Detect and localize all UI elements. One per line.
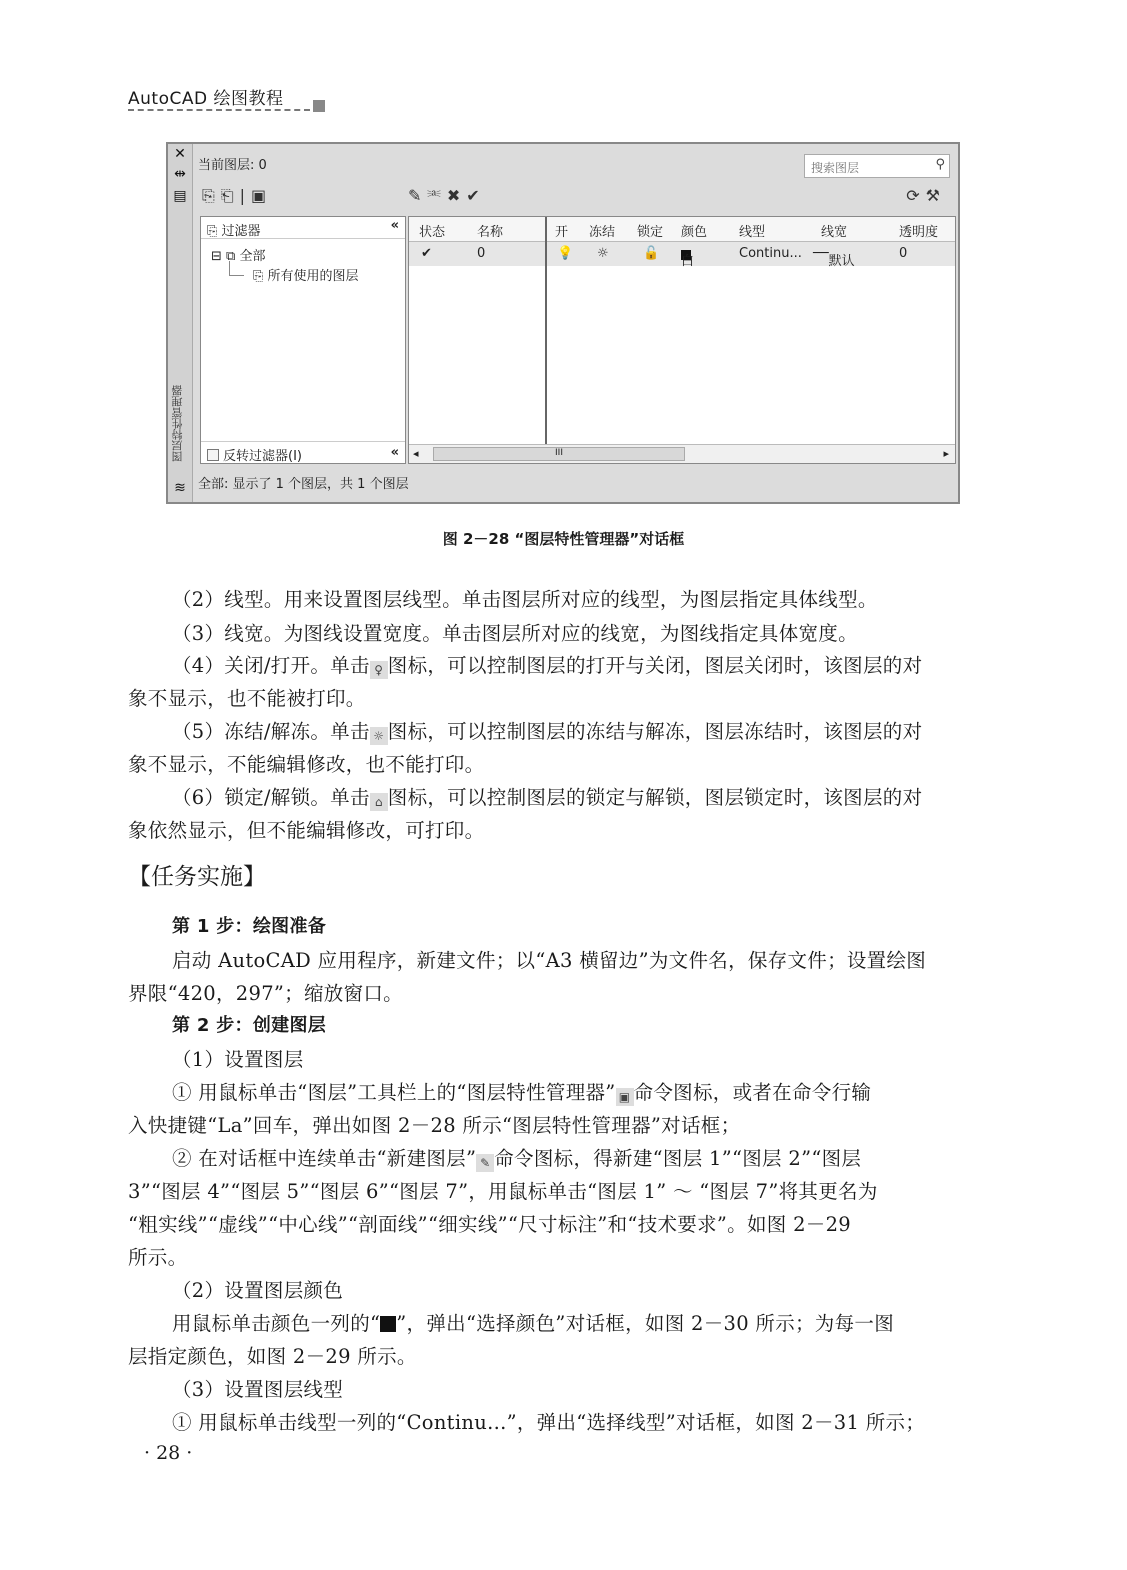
p6-part1: （6）锁定/解锁。单击 bbox=[172, 786, 370, 809]
set-layers-item1-cont: 入快捷键“La”回车，弹出如图 2－28 所示“图层特性管理器”对话框； bbox=[128, 1114, 741, 1137]
properties-icon[interactable]: ▤ bbox=[173, 188, 187, 204]
step2-title: 第 2 步：创建图层 bbox=[172, 1015, 327, 1036]
p5-part1: （5）冻结/解冻。单击 bbox=[172, 720, 370, 743]
set-layers-item1 bbox=[172, 1077, 871, 1106]
new-layer-icon[interactable]: ✎ bbox=[408, 186, 428, 205]
layer-list-header bbox=[409, 217, 955, 242]
search-layers-input[interactable] bbox=[804, 154, 950, 178]
set-color-text bbox=[172, 1308, 894, 1336]
layer-name[interactable]: 0 bbox=[477, 246, 486, 261]
unlock-icon[interactable]: 🔓 bbox=[643, 246, 660, 261]
paragraph-lock-cont: 象依然显示，但不能编辑修改，可打印。 bbox=[128, 819, 485, 842]
set-layers-item2-cont1: 3”“图层 4”“图层 5”“图层 6”“图层 7”，用鼠标单击“图层 1” ～ “图层 7”将其更名为 bbox=[128, 1180, 878, 1203]
scroll-left-icon[interactable]: ◂ bbox=[413, 447, 419, 460]
bulb-icon[interactable]: 💡 bbox=[557, 246, 574, 261]
layer-toolbar bbox=[408, 186, 486, 206]
linetype-cell[interactable]: Continu... bbox=[739, 246, 802, 261]
new-layer-vp-frozen-icon[interactable]: ⎃ bbox=[427, 186, 447, 205]
settings-wrench-icon[interactable]: ⚒ bbox=[925, 186, 946, 205]
tree-connector bbox=[229, 261, 244, 276]
filter-icon: ⎘ bbox=[207, 224, 222, 239]
filter-header bbox=[201, 217, 405, 239]
col-status[interactable]: 状态 bbox=[419, 225, 446, 240]
new-property-filter-icon[interactable]: ⎘ bbox=[202, 186, 221, 205]
lineweight-value: 默认 bbox=[828, 254, 855, 269]
paragraph-lock bbox=[172, 782, 922, 811]
invert-filter-checkbox[interactable] bbox=[207, 449, 219, 461]
paragraph-on-off bbox=[172, 650, 922, 679]
s2a-part2: 命令图标，或者在命令行输 bbox=[633, 1081, 872, 1104]
paragraph-freeze-cont: 象不显示，不能编辑修改，也不能打印。 bbox=[128, 753, 485, 776]
col-freeze[interactable]: 冻结 bbox=[589, 225, 616, 240]
collapse-chevron-icon[interactable]: « bbox=[390, 218, 399, 233]
col-name[interactable]: 名称 bbox=[477, 225, 504, 240]
page-number: · 28 · bbox=[144, 1442, 193, 1464]
close-icon[interactable]: ✕ bbox=[174, 146, 186, 162]
delete-layer-icon[interactable]: ✖ bbox=[446, 186, 467, 205]
p6-part2: 图标，可以控制图层的锁定与解锁，图层锁定时，该图层的对 bbox=[387, 786, 923, 809]
col-linetype[interactable]: 线型 bbox=[739, 225, 766, 240]
invert-filter-row bbox=[201, 441, 405, 463]
black-square-icon bbox=[380, 1316, 396, 1332]
layer-list-panel bbox=[408, 216, 956, 464]
col-on[interactable]: 开 bbox=[555, 225, 569, 240]
collapse-chevron-icon-2[interactable]: « bbox=[390, 445, 399, 460]
col-color[interactable]: 颜色 bbox=[681, 225, 708, 240]
tree-item-used-label: 所有使用的图层 bbox=[267, 269, 359, 284]
filter-toolbar: ⎘⎗|▣ bbox=[202, 186, 273, 205]
sun-icon[interactable]: ☼ bbox=[597, 246, 609, 261]
paragraph-lineweight: （3）线宽。为图线设置宽度。单击图层所对应的线宽，为图线指定具体宽度。 bbox=[172, 622, 858, 645]
tree-item-all[interactable]: ⊟ ⧉ 全部 bbox=[211, 249, 266, 264]
refresh-icon[interactable]: ⟳ bbox=[906, 186, 926, 205]
invert-filter-label: 反转过滤器(I) bbox=[223, 449, 302, 464]
col-transparency[interactable]: 透明度 bbox=[899, 225, 939, 240]
section-heading: 【任务实施】 bbox=[128, 864, 266, 890]
lineweight-cell[interactable]: ── 默认 bbox=[813, 246, 855, 269]
autohide-icon[interactable]: ⇹ bbox=[174, 166, 186, 182]
new-layer-icon: ✎ bbox=[476, 1154, 494, 1172]
s3a-part1: 用鼠标单击颜色一列的“ bbox=[172, 1312, 381, 1335]
layer-manager-icon: ▣ bbox=[616, 1088, 634, 1106]
sun-icon: ☼ bbox=[370, 727, 388, 745]
set-layers-heading: （1）设置图层 bbox=[172, 1048, 304, 1071]
current-layer-label: 当前图层: 0 bbox=[198, 158, 267, 173]
header-rule bbox=[128, 109, 310, 111]
search-icon: ⚲ bbox=[935, 157, 945, 172]
layer-states-icon[interactable]: ▣ bbox=[251, 186, 273, 205]
bulb-icon: ♀ bbox=[370, 661, 388, 679]
frozen-column-divider bbox=[545, 217, 547, 463]
p4-part1: （4）关闭/打开。单击 bbox=[172, 654, 370, 677]
header-square bbox=[313, 100, 325, 112]
filter-tree-panel bbox=[200, 216, 406, 464]
paragraph-on-off-cont: 象不显示，也不能被打印。 bbox=[128, 687, 366, 710]
right-toolbar bbox=[906, 186, 946, 205]
set-layers-item2-cont3: 所示。 bbox=[128, 1246, 188, 1269]
horizontal-scrollbar[interactable] bbox=[409, 444, 955, 463]
paragraph-linetype: （2）线型。用来设置图层线型。单击图层所对应的线型，为图层指定具体线型。 bbox=[172, 588, 878, 611]
col-lineweight[interactable]: 线宽 bbox=[821, 225, 848, 240]
color-name: 白 bbox=[681, 254, 695, 269]
step1-text: 启动 AutoCAD 应用程序，新建文件；以“A3 横留边”为文件名，保存文件；设置绘图 bbox=[172, 949, 927, 972]
paragraph-freeze bbox=[172, 716, 922, 745]
step1-text-cont: 界限“420，297”；缩放窗口。 bbox=[128, 982, 403, 1005]
set-layers-item2-cont2: “粗实线”“虚线”“中心线”“剖面线”“细实线”“尺寸标注”和“技术要求”。如图 2－29 bbox=[128, 1213, 851, 1236]
s3a-part2: ”，弹出“选择颜色”对话框，如图 2－30 所示；为每一图 bbox=[396, 1312, 895, 1335]
step1-title: 第 1 步：绘图准备 bbox=[172, 916, 327, 937]
set-current-icon[interactable]: ✔ bbox=[466, 186, 486, 205]
set-layers-item2 bbox=[172, 1143, 861, 1172]
s2a-part1: ① 用鼠标单击“图层”工具栏上的“图层特性管理器” bbox=[172, 1081, 616, 1104]
s2c-part1: ② 在对话框中连续单击“新建图层” bbox=[172, 1147, 477, 1170]
s2c-part2: 命令图标，得新建“图层 1”“图层 2”“图层 bbox=[494, 1147, 862, 1170]
dialog-side-strip bbox=[168, 144, 193, 502]
tree-item-all-label: 全部 bbox=[239, 249, 266, 264]
set-color-text-cont: 层指定颜色，如图 2－29 所示。 bbox=[128, 1345, 417, 1368]
layer-row[interactable] bbox=[409, 242, 955, 269]
layer-properties-dialog bbox=[166, 142, 960, 504]
new-group-filter-icon[interactable]: ⎗ bbox=[220, 186, 240, 205]
status-bar: 全部: 显示了 1 个图层，共 1 个图层 bbox=[198, 477, 409, 492]
figure-caption: 图 2－28 “图层特性管理器”对话框 bbox=[442, 530, 685, 548]
p5-part2: 图标，可以控制图层的冻结与解冻，图层冻结时，该图层的对 bbox=[387, 720, 923, 743]
layers-icon: ≋ bbox=[174, 480, 186, 496]
transparency-cell[interactable]: 0 bbox=[899, 246, 908, 261]
side-title: 图层特性管理器 bbox=[171, 385, 184, 463]
set-linetype-heading: （3）设置图层线型 bbox=[172, 1378, 344, 1401]
current-check-icon: ✔ bbox=[421, 246, 432, 261]
tree-item-used-layers[interactable]: ⎘ 所有使用的图层 bbox=[253, 269, 359, 284]
p4-part2: 图标，可以控制图层的打开与关闭，图层关闭时，该图层的对 bbox=[387, 654, 923, 677]
scrollbar-thumb[interactable]: III bbox=[433, 447, 685, 461]
filter-header-label: 过滤器 bbox=[221, 224, 261, 239]
unlock-icon: ⌂ bbox=[370, 793, 388, 811]
running-head: AutoCAD 绘图教程 bbox=[128, 89, 284, 109]
col-lock[interactable]: 锁定 bbox=[637, 225, 664, 240]
set-color-heading: （2）设置图层颜色 bbox=[172, 1279, 344, 1302]
scroll-right-icon[interactable]: ▸ bbox=[943, 447, 949, 460]
search-placeholder: 搜索图层 bbox=[811, 161, 860, 175]
set-linetype-text: ① 用鼠标单击线型一列的“Continu...”，弹出“选择线型”对话框，如图 2－31 所示； bbox=[172, 1411, 926, 1434]
